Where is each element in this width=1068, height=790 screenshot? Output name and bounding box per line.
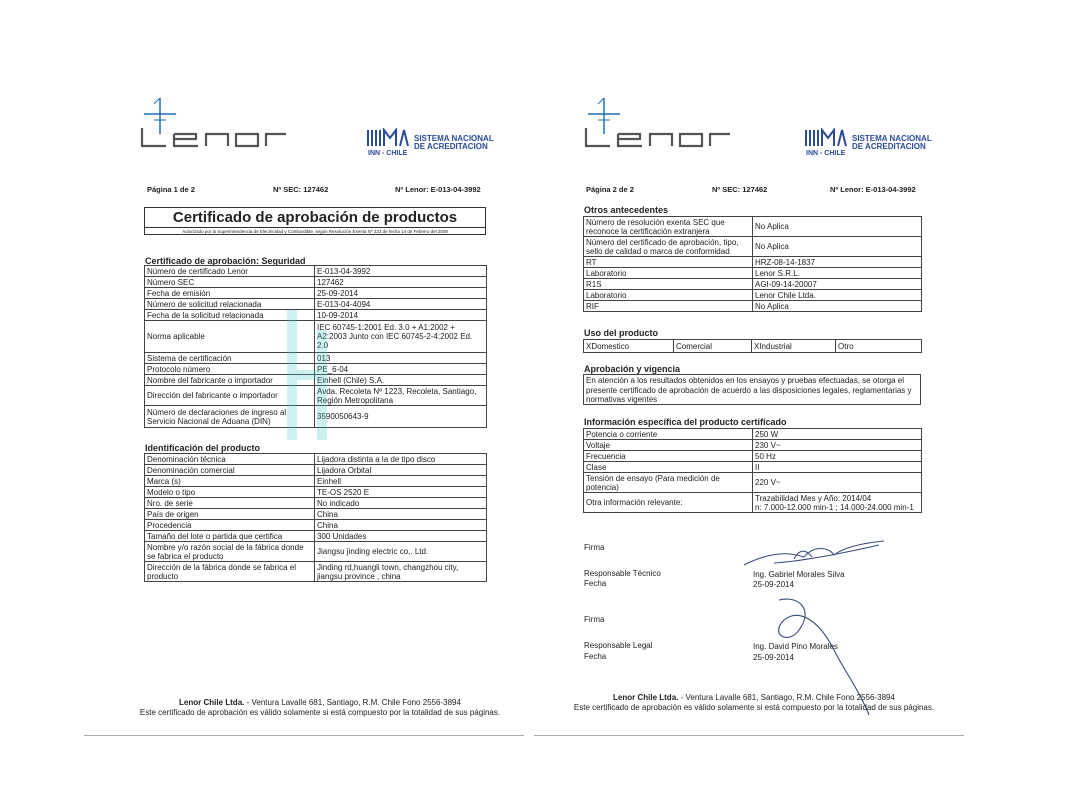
identificacion-table	[144, 453, 487, 582]
row-value: HRZ-08-14-1837	[753, 257, 922, 268]
row-label: Norma aplicable	[145, 321, 315, 353]
row-label: Número SEC	[145, 277, 315, 288]
row-label: Tamaño del lote o partida que certifica	[145, 531, 315, 542]
table-row	[145, 299, 487, 310]
table-row	[145, 353, 487, 364]
table-row	[145, 487, 487, 498]
page-number: Página 1 de 2	[147, 185, 195, 194]
otros-table	[583, 216, 922, 312]
responsable-legal-name: Ing. David Pino Morales	[753, 642, 838, 651]
table-row	[584, 473, 922, 493]
row-label: Marca (s)	[145, 476, 315, 487]
row-label: Frecuencia	[584, 451, 753, 462]
table-row	[145, 520, 487, 531]
row-value: 127462	[315, 277, 487, 288]
row-value: No Aplica	[753, 237, 922, 257]
row-value: Einhell (Chile) S.A.	[315, 375, 487, 386]
certificate-page-2	[534, 0, 1068, 790]
row-label: Protocolo número	[145, 364, 315, 375]
bottom-divider	[534, 735, 964, 736]
table-row	[584, 340, 922, 353]
table-row	[584, 301, 922, 312]
table-row	[145, 509, 487, 520]
accreditation-line1: SISTEMA NACIONAL	[414, 134, 494, 143]
accreditation-line2: DE ACREDITACION	[414, 142, 488, 151]
table-row	[145, 465, 487, 476]
table-row	[584, 493, 922, 513]
table-row	[584, 440, 922, 451]
row-value: PE_6-04	[315, 364, 487, 375]
certificate-subtitle: Autorizado por la Superintendencia de Electricidad y Combustible, según Resolución Exenta Nº 233 de fecha 14 de Febrero del 2008	[145, 227, 485, 234]
row-value: TE-OS 2520 E	[315, 487, 487, 498]
footer-address	[110, 698, 530, 707]
section-heading-uso: Uso del producto	[584, 328, 658, 338]
row-value: Lijadora distinta a la de tipo disco	[315, 454, 487, 465]
info-table	[583, 428, 922, 513]
row-value: E-013-04-3992	[315, 266, 487, 277]
row-value: Jiangsu jinding electric co,. Ltd.	[315, 542, 487, 562]
section-heading-info: Información específica del producto certificado	[584, 417, 787, 427]
row-label: Denominación técnica	[145, 454, 315, 465]
row-value: Jinding rd,huangli town, changzhou city, jiangsu province , china	[315, 562, 487, 582]
table-row	[145, 266, 487, 277]
table-row	[584, 462, 922, 473]
inn-chile-mark-icon	[804, 128, 850, 150]
accreditation-line1: SISTEMA NACIONAL	[852, 134, 932, 143]
row-label: Laboratorio	[584, 268, 753, 279]
uso-option: XDomestico	[584, 340, 674, 353]
row-value: No indicado	[315, 498, 487, 509]
lenor-wordmark-icon	[584, 126, 734, 148]
row-label: Número del certificado de aprobación, tipo, sello de calidad o marca de conformidad	[584, 237, 753, 257]
row-value: Einhell	[315, 476, 487, 487]
row-label: Fecha de la solicitud relacionada	[145, 310, 315, 321]
row-label: Otra información relevante:	[584, 493, 753, 513]
responsable-tecnico-label: Responsable Técnico	[584, 569, 661, 578]
footer-address	[544, 693, 964, 702]
row-label: Clase	[584, 462, 753, 473]
row-label: País de origen	[145, 509, 315, 520]
table-row	[584, 257, 922, 268]
row-value: Avda. Recoleta Nº 1223, Recoleta, Santiago, Región Metropolitana	[315, 386, 487, 406]
row-label: Nro. de serie	[145, 498, 315, 509]
row-label: Modelo o tipo	[145, 487, 315, 498]
responsable-legal-label: Responsable Legal	[584, 641, 653, 650]
row-label: Número de solicitud relacionada	[145, 299, 315, 310]
row-value: Trazabilidad Mes y Año: 2014/04 n: 7.000-12.000 min-1 ; 14.000-24.000 min-1	[753, 493, 922, 513]
footer-validity: Este certificado de aprobación es válido solamente si está compuesto por la totalidad de sus páginas.	[139, 708, 501, 717]
row-label: Laboratorio	[584, 290, 753, 301]
row-label: Nombre y/o razón social de la fábrica donde se fabrica el producto	[145, 542, 315, 562]
row-label: Número de declaraciones de ingreso al Servicio Nacional de Aduana (DIN)	[145, 406, 315, 428]
table-row	[145, 406, 487, 428]
row-value: Lijadora Orbital	[315, 465, 487, 476]
row-value: China	[315, 509, 487, 520]
table-row	[145, 454, 487, 465]
table-row	[584, 237, 922, 257]
row-value: 25-09-2014	[315, 288, 487, 299]
section-heading-seguridad: Certificado de aprobación: Seguridad	[145, 256, 306, 266]
row-label: Número de certificado Lenor	[145, 266, 315, 277]
table-row	[145, 321, 487, 353]
row-label: Potencia o corriente	[584, 429, 753, 440]
row-label: Número de resolución exenta SEC que reconoce la certificación extranjera	[584, 217, 753, 237]
row-value: 250 W	[753, 429, 922, 440]
lenor-number: Nº Lenor: E-013-04-3992	[830, 185, 916, 194]
sec-number: Nº SEC: 127462	[712, 185, 768, 194]
uso-option: Otro	[836, 340, 922, 353]
row-label: Dirección del fabricante o importador	[145, 386, 315, 406]
row-value: 220 V~	[753, 473, 922, 493]
section-heading-aprobacion: Aprobación y vigencia	[584, 364, 681, 374]
row-value: 50 Hz	[753, 451, 922, 462]
row-value: 300 Unidades	[315, 531, 487, 542]
bottom-divider	[84, 735, 524, 736]
row-label: RT	[584, 257, 753, 268]
row-value: 10-09-2014	[315, 310, 487, 321]
fecha-label-1: Fecha	[584, 579, 607, 588]
row-value: No Aplica	[753, 301, 922, 312]
certificate-title-box	[144, 207, 486, 235]
table-row	[584, 429, 922, 440]
page-number: Página 2 de 2	[586, 185, 634, 194]
table-row	[584, 217, 922, 237]
row-value: Lenor Chile Ltda.	[753, 290, 922, 301]
footer-validity: Este certificado de aprobación es válido solamente si está compuesto por la totalidad de sus páginas.	[573, 703, 935, 712]
section-heading-otros: Otros antecedentes	[584, 205, 669, 215]
firma-label-2: Firma	[584, 615, 605, 624]
row-value: IEC 60745-1:2001 Ed. 3.0 + A1:2002 + A2:2003 Junto con IEC 60745-2-4:2002 Ed. 2.0	[315, 321, 487, 353]
accreditation-line3: INN - CHILE	[368, 150, 408, 157]
table-row	[584, 268, 922, 279]
row-label: Tensión de ensayo (Para medición de potencia)	[584, 473, 753, 493]
table-row	[145, 476, 487, 487]
row-value: 230 V~	[753, 440, 922, 451]
lenor-wordmark-icon	[140, 126, 290, 148]
uso-option: XIndustrial	[752, 340, 836, 353]
table-row	[145, 288, 487, 299]
row-value: AGI-09-14-20007	[753, 279, 922, 290]
row-value: II	[753, 462, 922, 473]
table-row	[145, 375, 487, 386]
row-value: Lenor S.R.L.	[753, 268, 922, 279]
row-label: Sistema de certificación	[145, 353, 315, 364]
responsable-tecnico-name: Ing. Gabriel Morales Silva	[753, 570, 845, 579]
footer-company: Lenor Chile Ltda.	[613, 693, 679, 702]
table-row	[584, 290, 922, 301]
signature-tecnico-icon	[734, 535, 894, 580]
table-row	[145, 562, 487, 582]
footer-address-text: - Ventura Lavalle 681, Santiago, R.M. Chile Fono 2556-3894	[244, 698, 461, 707]
row-label: Denominación comercial	[145, 465, 315, 476]
table-row	[145, 364, 487, 375]
table-row	[145, 542, 487, 562]
table-row	[145, 498, 487, 509]
inn-chile-mark-icon	[366, 128, 412, 150]
row-label: Fecha de emisión	[145, 288, 315, 299]
table-row	[145, 277, 487, 288]
row-label: Nombre del fabricante o importador	[145, 375, 315, 386]
row-label: Dirección de la fábrica donde se fabrica el producto	[145, 562, 315, 582]
sec-number: Nº SEC: 127462	[273, 185, 329, 194]
row-value: No Aplica	[753, 217, 922, 237]
row-value: E-013-04-4094	[315, 299, 487, 310]
footer-company: Lenor Chile Ltda.	[179, 698, 245, 707]
accreditation-line2: DE ACREDITACION	[852, 142, 926, 151]
responsable-tecnico-date: 25-09-2014	[753, 580, 794, 589]
uso-table	[583, 339, 922, 353]
uso-option: Comercial	[674, 340, 752, 353]
aprobacion-text: En atención a los resultados obtenidos en los ensayos y pruebas efectuadas, se otorga el presente certificado de aprobación de acuerdo a las disposiciones legales, reglamentarias y normativas vigentes	[583, 374, 921, 405]
certificate-title: Certificado de aprobación de productos	[172, 209, 458, 226]
row-label: RIF	[584, 301, 753, 312]
row-label: Voltaje	[584, 440, 753, 451]
seguridad-table	[144, 265, 487, 428]
lenor-number: Nº Lenor: E-013-04-3992	[395, 185, 481, 194]
table-row	[145, 386, 487, 406]
responsable-legal-date: 25-09-2014	[753, 653, 794, 662]
section-heading-identificacion: Identificación del producto	[145, 443, 261, 453]
table-row	[584, 279, 922, 290]
footer-address-text: - Ventura Lavalle 681, Santiago, R.M. Chile Fono 2556-3894	[678, 693, 895, 702]
table-row	[584, 451, 922, 462]
table-row	[145, 310, 487, 321]
table-row	[145, 531, 487, 542]
fecha-label-2: Fecha	[584, 652, 607, 661]
firma-label-1: Firma	[584, 543, 605, 552]
row-label: Procedencia	[145, 520, 315, 531]
row-value: China	[315, 520, 487, 531]
row-value: 013	[315, 353, 487, 364]
row-value: 3590050643-9	[315, 406, 487, 428]
accreditation-line3: INN - CHILE	[806, 150, 846, 157]
row-label: R1S	[584, 279, 753, 290]
